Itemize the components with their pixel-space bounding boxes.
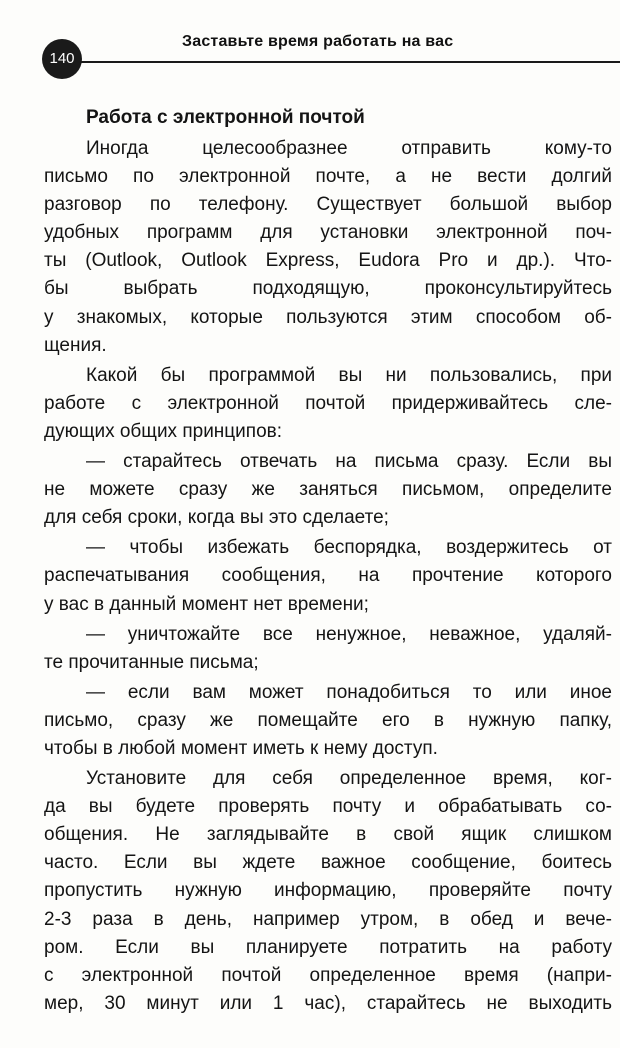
text-line: ром. Если вы планируете потратить на работу: [44, 936, 612, 958]
text-line: работе с электронной почтой придерживайтесь сле-: [44, 392, 612, 414]
text-line: — если вам может понадобиться то или иное: [86, 681, 612, 703]
text-line: общения. Не заглядывайте в свой ящик слишком: [44, 824, 612, 846]
text-line: щения.: [44, 334, 107, 356]
text-line: да вы будете проверять почту и обрабатывать со-: [44, 796, 612, 818]
list-item-4: [44, 679, 612, 763]
text-line: ты (Outlook, Outlook Express, Eudora Pro и др.). Что-: [44, 250, 612, 272]
text-line: — уничтожайте все ненужное, неважное, удаляй-: [86, 623, 612, 645]
text-line: 2-3 раза в день, например утром, в обед и вече-: [44, 908, 612, 930]
page-header: [32, 30, 592, 86]
list-item-3: [44, 621, 612, 677]
text-line: для себя сроки, когда вы это сделаете;: [44, 507, 389, 529]
text-line: те прочитанные письма;: [44, 651, 259, 673]
text-line: — старайтесь отвечать на письма сразу. Если вы: [86, 451, 612, 473]
list-item-1: [44, 448, 612, 532]
running-title: Заставьте время работать на вас: [182, 33, 454, 50]
header-rule: [80, 61, 620, 63]
text-line: пропустить нужную информацию, проверяйте почту: [44, 880, 612, 902]
text-line: с электронной почтой определенное время (напри-: [44, 964, 612, 986]
text-line: часто. Если вы ждете важное сообщение, боитесь: [44, 852, 612, 874]
text-line: удобных программ для установки электронной поч-: [44, 222, 612, 244]
paragraph-3: [44, 765, 612, 1018]
page-body: [44, 104, 612, 1018]
text-line: Какой бы программой вы ни пользовались, при: [86, 364, 612, 386]
paragraph-1: [44, 135, 612, 360]
text-line: — чтобы избежать беспорядка, воздержитесь от: [86, 537, 612, 559]
text-line: письмо, сразу же помещайте его в нужную папку,: [44, 709, 612, 731]
text-line: чтобы в любой момент иметь к нему доступ.: [44, 737, 438, 759]
text-line: распечатывания сообщения, на прочтение которого: [44, 565, 612, 587]
text-line: Установите для себя определенное время, ког-: [86, 768, 612, 790]
text-line: письмо по электронной почте, а не вести долгий: [44, 166, 612, 188]
text-line: бы выбрать подходящую, проконсультируйтесь: [44, 278, 612, 300]
text-line: у знакомых, которые пользуются этим способом об-: [44, 306, 612, 328]
text-line: у вас в данный момент нет времени;: [44, 593, 369, 615]
text-line: разговор по телефону. Существует большой выбор: [44, 194, 612, 216]
section-heading: Работа с электронной почтой: [86, 107, 365, 128]
list-item-2: [44, 534, 612, 618]
text-line: мер, 30 минут или 1 час), старайтесь не выходить: [44, 992, 612, 1014]
text-line: дующих общих принципов:: [44, 420, 283, 442]
page-number-badge: 140: [42, 39, 82, 79]
text-line: не можете сразу же заняться письмом, определите: [44, 479, 612, 501]
paragraph-2: [44, 362, 612, 446]
text-line: Иногда целесообразнее отправить кому-то: [86, 138, 612, 159]
